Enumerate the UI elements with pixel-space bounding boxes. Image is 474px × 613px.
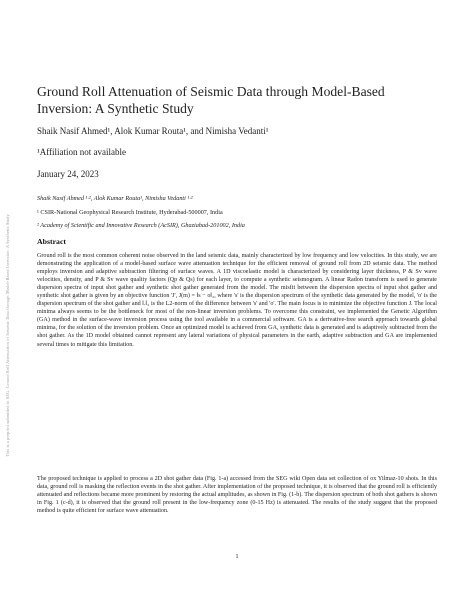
abstract-paragraph-1: Ground roll is the most common coherent noise observed in the land seismic data, mainly characterized by low frequency and low velocities. In this study, we are demonstrating the application of a model-based surface wave attenuation technique for the efficient removal of ground roll from 2D seismic data. The method employs inversion and adaptive subtraction filtering of surface waves. A 1D viscoelastic model is characterized by considering layer thickness, P & Sv wave velocities, density, and P & Sv wave quality factors (Qp & Qs) for each layer, to compute a synthetic seismogram. A linear Radon transform is used to generate dispersion spectra of input shot gather and synthetic shot gather generated from the model. The misfit between the dispersion spectra of input shot gather and synthetic shot gather is given by an objective function 'J', J(m) = ‖s − o‖₂, where 's' is the dispersion spectrum of the synthetic data generated by the model, 'o' is the dispersion spectrum of the shot gather and ‖.‖₂ is the L2-norm of the difference between 's' and 'o'. The main focus is to minimize the objective function J. The local minima always seems to be the bottleneck for most of the non-linear inversion problems. To overcome this constraint, we implemented the Genetic Algorithm (GA) method in the surface-wave inversion process using the tool available in a commercial software. GA is a derivative-free search approach towards global minima, for the solution of the inversion problem. Once an optimized model is achieved from GA, synthetic data is generated and is adaptively subtracted from the shot gather. As the 1D model obtained cannot represent any lateral variations of physical parameters in the earth, adaptive subtraction and GA are implemented several times to mitigate this limitation. bbox=[37, 253, 437, 348]
paper-title: Ground Roll Attenuation of Seismic Data through Model-Based Inversion: A Synthetic Study bbox=[37, 84, 385, 116]
page-number: 1 bbox=[235, 553, 239, 560]
author-list-italic: Shaik Nasif Ahmed ¹·², Alok Kumar Routa¹, Nimisha Vedanti ¹·² bbox=[37, 195, 193, 202]
abstract-paragraph-2: The proposed technique is applied to process a 2D shot gather data (Fig. 1-a) accessed from the SEG wiki Open data set collection of ox Yilmaz-10 shots. In this data, ground roll is masking the reflection events in the shot gather. After implementation of the proposed technique, it is observed that the ground roll is efficiently attenuated and reflections became more prominent by restoring the actual amplitudes, as shown in Fig. (1-b). The dispersion spectrum of both shot gathers is shown in Fig. 1 (c-d), it is observed that the ground roll present in the low-frequency zone (0-15 Hz) is attenuated. The results of the study suggest that the proposed method is quite efficient for surface wave attenuation. bbox=[37, 476, 437, 515]
publication-date: January 24, 2023 bbox=[37, 169, 99, 179]
author-list: Shaik Nasif Ahmed¹, Alok Kumar Routa¹, and Nimisha Vedanti¹ bbox=[37, 126, 269, 136]
affiliation-1: ¹ CSIR-National Geophysical Research Institute, Hyderabad-500007, India bbox=[37, 209, 223, 216]
side-stamp: This is a preprint submitted to SEG. Ground Roll Attenuation of Seismic Data through Model-Based Inversion: A Synthetic Study bbox=[5, 214, 10, 457]
abstract-heading: Abstract bbox=[37, 237, 67, 246]
affiliation-note: ¹Affiliation not available bbox=[37, 147, 127, 157]
affiliation-2: ² Academy of Scientific and Innovative Research (AcSIR), Ghaziabad-201002, India bbox=[37, 222, 245, 229]
